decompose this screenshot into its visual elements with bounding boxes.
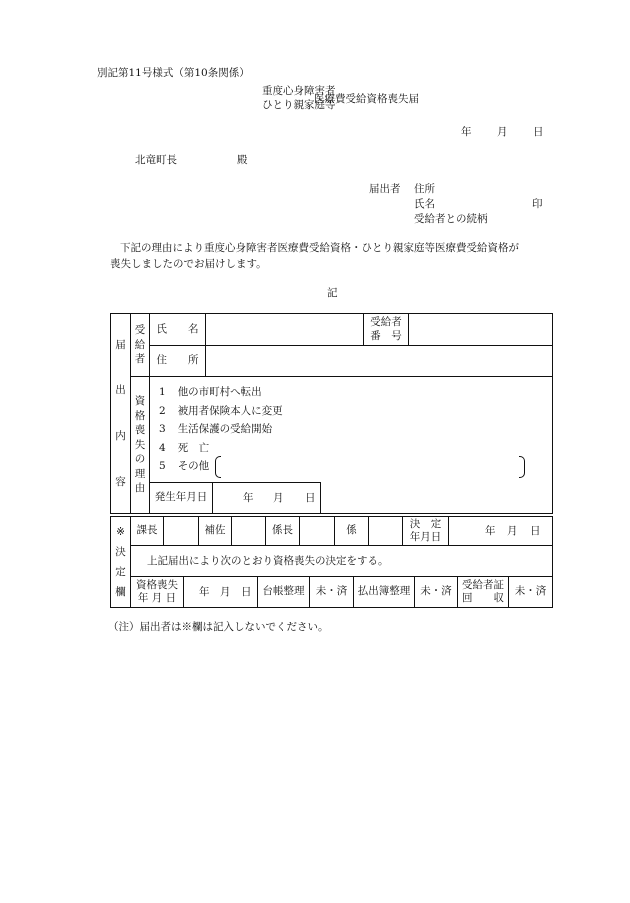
reason-text: 死 亡 (177, 442, 210, 454)
applicant-label: 届出者 (369, 183, 401, 195)
ki-label: 記 (327, 287, 338, 299)
form-number: 別記第11号様式（第10条関係） (97, 67, 250, 79)
title-line2: ひとり親家庭等 (262, 99, 336, 111)
kakari-label: 係 (346, 524, 357, 537)
kakaricho-seal-field[interactable] (300, 517, 334, 545)
section-label-decision (111, 517, 130, 607)
reason-char: 由 (134, 482, 146, 495)
occurrence-date-label: 発生年月日 (154, 491, 208, 504)
section-char: 定 (115, 565, 126, 578)
recipient-char: 者 (134, 353, 146, 366)
recipient-char: 給 (134, 338, 146, 351)
decision-date-label-1: 決 定 (409, 517, 442, 530)
decision-day: 日 (530, 525, 541, 537)
certificate-return-status[interactable]: 未・済 (514, 585, 547, 598)
note-text: （注）届出者は※欄は記入しないでください。 (108, 621, 329, 633)
kacho-label: 課長 (136, 524, 158, 537)
reason-label (131, 377, 149, 513)
hosa-label: 補佐 (204, 524, 226, 537)
loss-date-label-2: 年 月 日 (137, 592, 177, 604)
kakaricho-label: 係長 (272, 524, 293, 537)
body-text-line1: 下記の理由により重度心身障害者医療費受給資格・ひとり親家庭等医療費受給資格が (120, 242, 519, 254)
section-char: ※ (116, 525, 125, 538)
other-reason-bracket-left (215, 456, 221, 478)
reason-item[interactable] (159, 461, 209, 472)
occurrence-year: 年 (243, 492, 254, 504)
recipient-number-label-2: 番 号 (370, 329, 402, 342)
reason-number: 4 (159, 442, 166, 454)
reason-char: 資 (134, 395, 146, 408)
ledger-label: 台帳整理 (262, 585, 305, 598)
payout-label: 払出簿整理 (357, 585, 411, 598)
reason-char: の (134, 453, 146, 466)
reason-item[interactable] (159, 387, 262, 398)
decision-year: 年 (485, 525, 496, 537)
reason-item[interactable] (159, 424, 272, 435)
seal-label: 印 (532, 198, 543, 210)
reason-number: 3 (159, 423, 166, 435)
section-char: 欄 (115, 585, 126, 598)
name-field[interactable] (206, 314, 363, 345)
address-label: 住 所 (156, 354, 199, 367)
date-month: 月 (497, 126, 508, 138)
reason-char: 格 (134, 409, 146, 422)
reason-text: 生活保護の受給開始 (177, 423, 273, 435)
loss-month: 月 (220, 586, 231, 598)
applicant-name-label: 氏名 (414, 198, 435, 210)
recipient-number-field[interactable] (409, 314, 552, 345)
loss-year: 年 (199, 586, 210, 598)
section-char: 決 (115, 545, 126, 558)
payout-status[interactable]: 未・済 (420, 585, 452, 598)
kakari-seal-field[interactable] (369, 517, 402, 545)
kacho-seal-field[interactable] (164, 517, 198, 545)
addressee: 北竜町長 (135, 154, 177, 166)
reason-item[interactable] (159, 406, 283, 417)
date-year: 年 (461, 126, 472, 138)
decision-month: 月 (507, 525, 518, 537)
recipient-char: 受 (134, 324, 146, 337)
other-reason-bracket-right (519, 456, 525, 478)
section-char: 容 (115, 475, 126, 488)
reason-text: 他の市町村へ転出 (177, 386, 262, 398)
honorific: 殿 (237, 154, 248, 166)
reason-number: 5 (159, 460, 166, 472)
reason-text: 被用者保険本人に変更 (177, 405, 283, 417)
decision-date-label-2: 年月日 (409, 531, 442, 543)
title-line1: 重度心身障害者 (262, 85, 336, 97)
occurrence-month: 月 (273, 492, 284, 504)
section-char: 内 (115, 430, 126, 443)
loss-day: 日 (241, 586, 252, 598)
reason-char: 失 (134, 438, 146, 451)
reason-number: 1 (159, 386, 166, 398)
title-main: 医療費受給資格喪失届 (314, 93, 419, 105)
decision-date-label (403, 517, 448, 545)
certificate-return-label-2: 回 収 (462, 592, 504, 604)
section-label-report-contents (111, 314, 130, 513)
relation-label: 受給者との続柄 (414, 213, 488, 225)
occurrence-day: 日 (305, 492, 316, 504)
address-field[interactable] (206, 346, 552, 376)
reason-item[interactable] (159, 443, 209, 454)
other-reason-field[interactable] (222, 456, 518, 476)
body-text-line2: 喪失しましたのでお届けします。 (110, 258, 267, 270)
recipient-number-label (364, 314, 408, 345)
date-day: 日 (533, 126, 544, 138)
loss-date-label (131, 577, 183, 607)
name-label: 氏 名 (156, 322, 199, 335)
ledger-status[interactable]: 未・済 (315, 585, 348, 598)
section-char: 出 (115, 384, 126, 397)
hosa-seal-field[interactable] (232, 517, 265, 545)
reason-char: 理 (134, 467, 146, 480)
reason-text: その他 (177, 460, 210, 472)
recipient-label (131, 314, 149, 376)
loss-date-label-1: 資格喪失 (136, 578, 178, 591)
certificate-return-label (458, 577, 508, 607)
certificate-return-label-1: 受給者証 (462, 578, 504, 591)
reason-number: 2 (159, 405, 166, 417)
decision-statement: 上記届出により次のとおり資格喪失の決定をする。 (147, 555, 389, 567)
recipient-number-label-1: 受給者 (370, 316, 402, 329)
applicant-address-label: 住所 (414, 183, 435, 195)
reason-char: 喪 (134, 424, 146, 437)
section-char: 届 (115, 338, 126, 351)
